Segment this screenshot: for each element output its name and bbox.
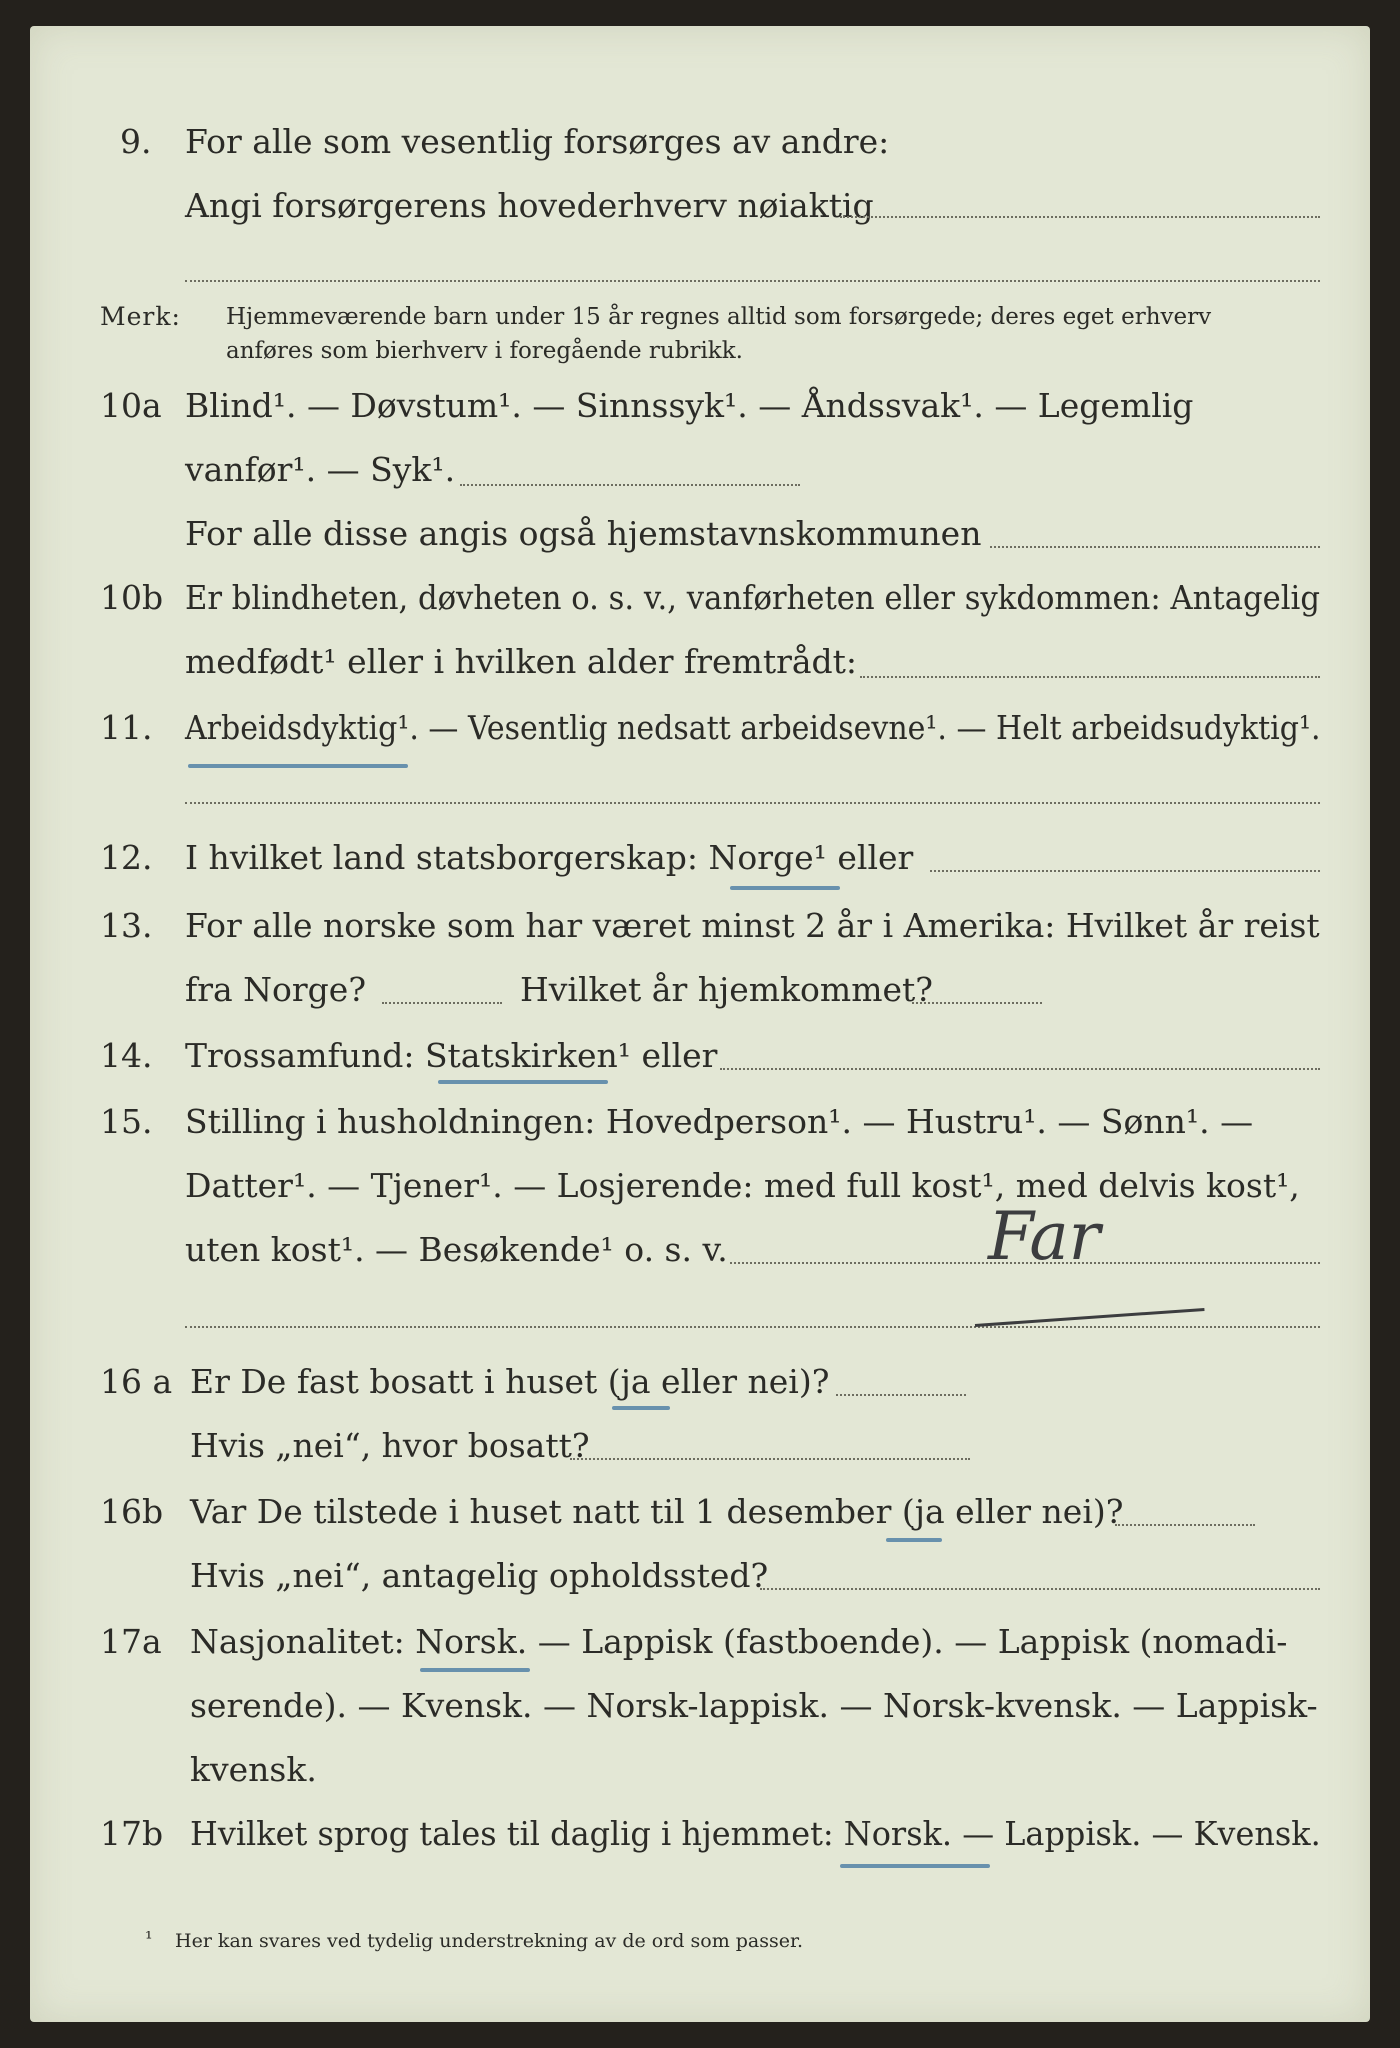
q11-line1: Arbeidsdyktig¹. — Vesentlig nedsatt arbeidsevne¹. — Helt arbeidsudyktig¹. [185, 708, 1321, 747]
q17b-answer-underline [840, 1864, 990, 1868]
q16a-fill-line[interactable] [836, 1394, 966, 1396]
q16a-number: 16 a [100, 1362, 173, 1401]
q10b-fill-line[interactable] [860, 676, 1320, 678]
q15-handwritten-answer: Far [988, 1198, 1101, 1275]
q16b-fill-line-2[interactable] [760, 1588, 1320, 1590]
q13-line2a: fra Norge? [185, 970, 367, 1009]
merk-line1: Hjemmeværende barn under 15 år regnes alltid som forsørgede; deres eget erhverv [226, 304, 1212, 330]
q10a-line2: vanfør¹. — Syk¹. [185, 450, 456, 489]
q16b-answer-underline [886, 1538, 942, 1542]
q17a-line1: Nasjonalitet: Norsk. — Lappisk (fastboende). — Lappisk (nomadi- [190, 1622, 1288, 1661]
q17b-line1: Hvilket sprog tales til daglig i hjemmet: Norsk. — Lappisk. — Kvensk. [190, 1814, 1321, 1853]
q15-number: 15. [100, 1102, 153, 1141]
q11-fill-line[interactable] [185, 802, 1320, 804]
q16a-line2: Hvis „nei“, hvor bosatt? [190, 1426, 590, 1465]
q10a-number: 10a [100, 386, 162, 425]
q10a-line3: For alle disse angis også hjemstavnskommunen [185, 514, 982, 553]
q14-fill-line[interactable] [720, 1068, 1320, 1070]
q13-year-returned-fill[interactable] [912, 1002, 1042, 1004]
q16a-fill-line-2[interactable] [570, 1458, 970, 1460]
q13-year-left-fill[interactable] [382, 1002, 502, 1004]
q12-number: 12. [100, 838, 153, 877]
q15-handwritten-stroke [975, 1308, 1205, 1327]
q10a-fill-line-2[interactable] [990, 546, 1320, 548]
q16b-fill-line[interactable] [1115, 1524, 1255, 1526]
q14-answer-underline [438, 1080, 608, 1084]
q16a-line1: Er De fast bosatt i huset (ja eller nei)? [190, 1362, 830, 1401]
q16b-line2: Hvis „nei“, antagelig opholdssted? [190, 1556, 769, 1595]
q13-number: 13. [100, 906, 153, 945]
q11-answer-underline [188, 764, 408, 768]
q16b-number: 16b [100, 1492, 164, 1531]
q17a-line3: kvensk. [190, 1750, 317, 1789]
q10b-line2: medfødt¹ eller i hvilken alder fremtrådt: [185, 642, 858, 681]
q10a-line1: Blind¹. — Døvstum¹. — Sinnssyk¹. — Åndssvak¹. — Legemlig [185, 386, 1194, 425]
q9-line1: For alle som vesentlig forsørges av andre: [185, 122, 890, 161]
q13-line2b: Hvilket år hjemkommet? [520, 970, 933, 1009]
footnote-mark: ¹ [145, 1928, 153, 1950]
q17a-answer-underline [420, 1668, 530, 1672]
q13-line1: For alle norske som har været minst 2 år i Amerika: Hvilket år reist [185, 906, 1320, 945]
merk-label: Merk: [100, 302, 181, 331]
q10b-line1: Er blindheten, døvheten o. s. v., vanførheten eller sykdommen: Antagelig [185, 578, 1320, 617]
q9-line2: Angi forsørgerens hovederhverv nøiaktig [185, 186, 874, 225]
census-form-page [30, 26, 1370, 2022]
q17b-number: 17b [100, 1814, 164, 1853]
q9-fill-line-2[interactable] [185, 280, 1320, 282]
q15-fill-line-2[interactable] [185, 1326, 1320, 1328]
q9-fill-line[interactable] [840, 216, 1320, 218]
q12-answer-underline [730, 886, 840, 890]
merk-line2: anføres som bierhverv i foregående rubrikk. [226, 338, 743, 364]
footnote-text: Her kan svares ved tydelig understrekning av de ord som passer. [175, 1930, 804, 1952]
q10a-fill-line[interactable] [460, 484, 800, 486]
q15-line2: Datter¹. — Tjener¹. — Losjerende: med full kost¹, med delvis kost¹, [185, 1166, 1300, 1205]
q15-line1: Stilling i husholdningen: Hovedperson¹. — Hustru¹. — Sønn¹. — [185, 1102, 1254, 1141]
q16b-line1: Var De tilstede i huset natt til 1 desember (ja eller nei)? [190, 1492, 1124, 1531]
q10b-number: 10b [100, 578, 164, 617]
q14-line1: Trossamfund: Statskirken¹ eller [185, 1036, 718, 1075]
q17a-number: 17a [100, 1622, 162, 1661]
q16a-answer-underline [612, 1406, 670, 1410]
q12-line1: I hvilket land statsborgerskap: Norge¹ eller [185, 838, 914, 877]
q11-number: 11. [100, 708, 153, 747]
q17a-line2: serende). — Kvensk. — Norsk-lappisk. — Norsk-kvensk. — Lappisk- [190, 1686, 1318, 1725]
q14-number: 14. [100, 1036, 153, 1075]
q15-line3: uten kost¹. — Besøkende¹ o. s. v. [185, 1230, 728, 1269]
q9-number: 9. [120, 122, 152, 161]
q12-fill-line[interactable] [930, 870, 1320, 872]
